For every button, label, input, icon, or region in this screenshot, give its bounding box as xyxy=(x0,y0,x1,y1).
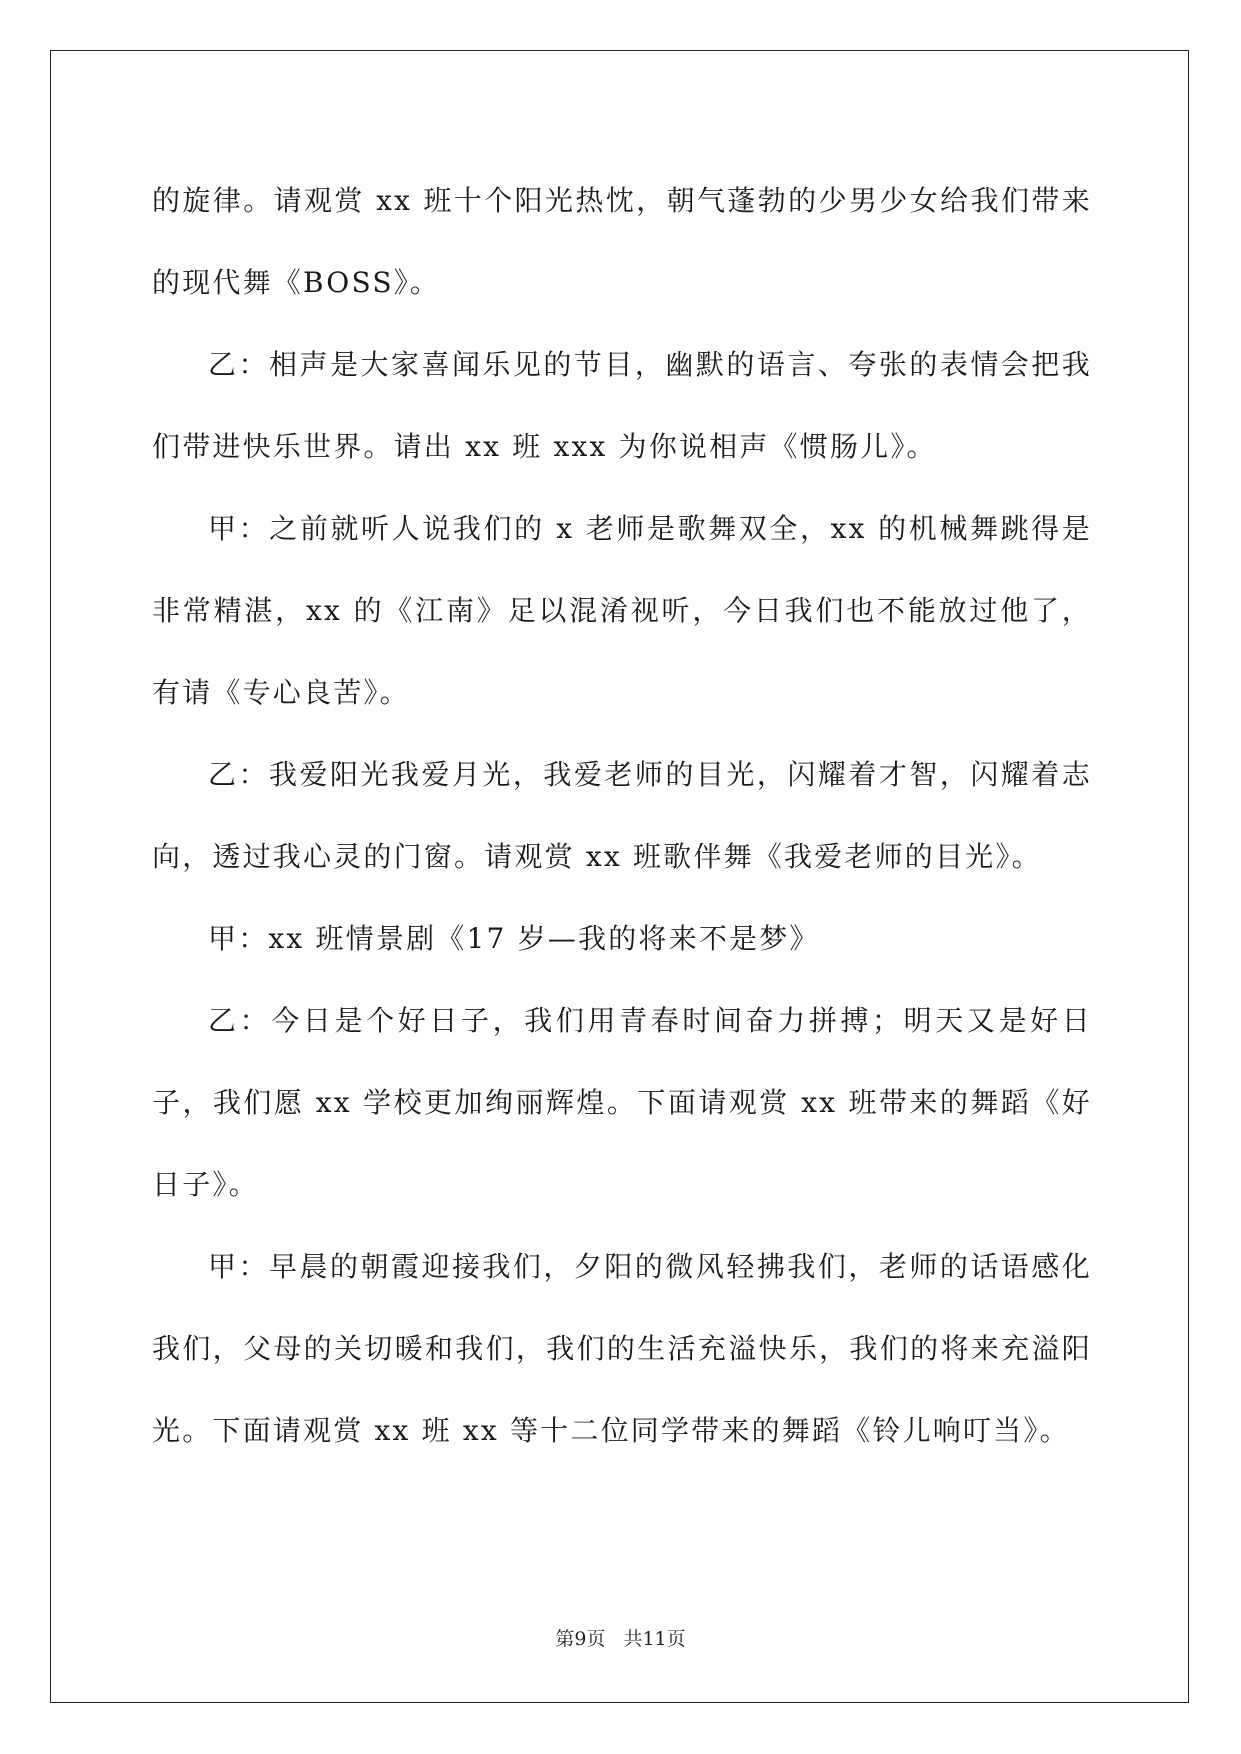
page-footer xyxy=(0,1624,1241,1651)
paragraph-4: 乙：我爱阳光我爱月光，我爱老师的目光，闪耀着才智，闪耀着志向，透过我心灵的门窗。请观赏 xx 班歌伴舞《我爱老师的目光》。 xyxy=(152,758,1092,873)
paragraph-3: 甲：之前就听人说我们的 x 老师是歌舞双全，xx 的机械舞跳得是非常精湛，xx 的《江南》足以混淆视听，今日我们也不能放过他了，有请《专心良苦》。 xyxy=(152,512,1092,709)
page-number: 第9页 xyxy=(555,1628,606,1650)
paragraph-2: 乙：相声是大家喜闻乐见的节目，幽默的语言、夸张的表情会把我们带进快乐世界。请出 xx 班 xxx 为你说相声《惯肠儿》。 xyxy=(152,348,1092,463)
document-body xyxy=(152,160,1092,1472)
paragraph-6: 乙：今日是个好日子，我们用青春时间奋力拼搏；明天又是好日子，我们愿 xx 学校更加绚丽辉煌。下面请观赏 xx 班带来的舞蹈《好日子》。 xyxy=(152,1004,1092,1201)
paragraph-1: 的旋律。请观赏 xx 班十个阳光热忱，朝气蓬勃的少男少女给我们带来的现代舞《BOSS》。 xyxy=(152,184,1092,299)
paragraph-7: 甲：早晨的朝霞迎接我们，夕阳的微风轻拂我们，老师的话语感化我们，父母的关切暖和我们，我们的生活充溢快乐，我们的将来充溢阳光。下面请观赏 xx 班 xx 等十二位同学带来的舞蹈《铃儿响叮当》。 xyxy=(152,1250,1092,1447)
paragraph-5: 甲：xx 班情景剧《17 岁—我的将来不是梦》 xyxy=(208,922,820,955)
page-total: 共11页 xyxy=(623,1628,686,1650)
